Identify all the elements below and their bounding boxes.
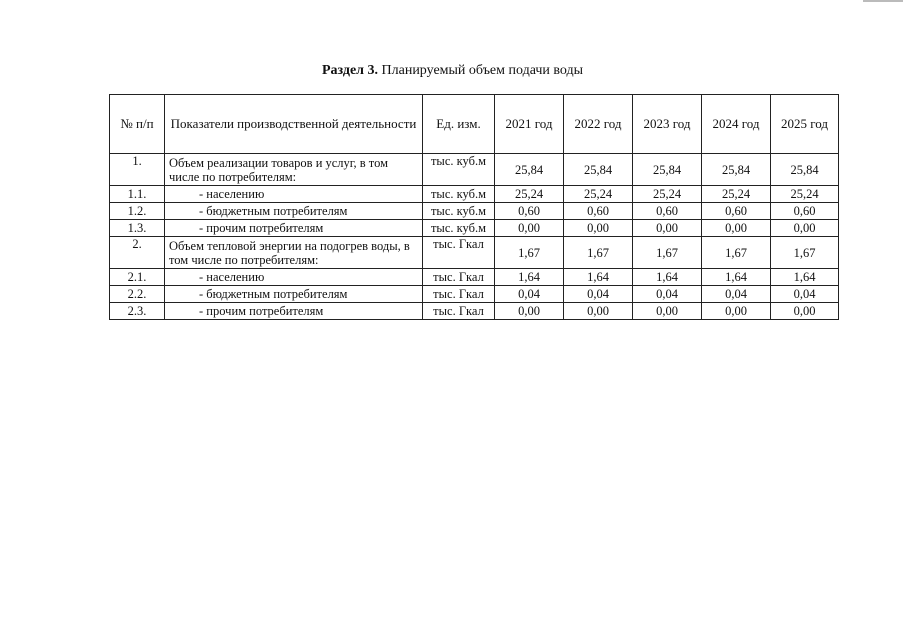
value-cell: 1,64 xyxy=(633,269,702,286)
value-cell: 0,00 xyxy=(771,303,839,320)
value-cell: 0,00 xyxy=(633,220,702,237)
table-row xyxy=(110,220,839,237)
row-number: 2.1. xyxy=(110,269,165,286)
indicator-name: - бюджетным потребителям xyxy=(165,286,423,303)
value-cell: 0,60 xyxy=(564,203,633,220)
row-number: 2. xyxy=(110,237,165,269)
value-cell: 0,04 xyxy=(633,286,702,303)
section-heading: Планируемый объем подачи воды xyxy=(381,63,584,78)
header-row xyxy=(110,95,839,154)
unit-cell: тыс. куб.м xyxy=(423,186,495,203)
value-cell: 25,24 xyxy=(495,186,564,203)
unit-cell: тыс. Гкал xyxy=(423,237,495,269)
section-title xyxy=(0,62,905,80)
row-number: 1. xyxy=(110,154,165,186)
value-cell: 1,67 xyxy=(564,237,633,269)
indicator-name: - населению xyxy=(165,186,423,203)
row-number: 1.1. xyxy=(110,186,165,203)
header-cell: Показатели производственной деятельности xyxy=(165,95,423,154)
value-cell: 0,00 xyxy=(702,220,771,237)
table-row xyxy=(110,154,839,186)
section-number: Раздел 3. xyxy=(321,63,379,78)
value-cell: 1,64 xyxy=(702,269,771,286)
unit-cell: тыс. Гкал xyxy=(423,286,495,303)
unit-cell: тыс. Гкал xyxy=(423,269,495,286)
value-cell: 0,00 xyxy=(702,303,771,320)
value-cell: 0,60 xyxy=(771,203,839,220)
value-cell: 0,04 xyxy=(495,286,564,303)
value-cell: 25,84 xyxy=(702,154,771,186)
value-cell: 1,64 xyxy=(771,269,839,286)
value-cell: 0,60 xyxy=(495,203,564,220)
value-cell: 25,84 xyxy=(633,154,702,186)
scan-edge-mark xyxy=(863,0,903,2)
water-supply-table xyxy=(109,94,839,320)
table-row xyxy=(110,286,839,303)
value-cell: 0,00 xyxy=(564,303,633,320)
value-cell: 0,60 xyxy=(702,203,771,220)
value-cell: 0,00 xyxy=(495,220,564,237)
value-cell: 0,00 xyxy=(771,220,839,237)
indicator-name: - прочим потребителям xyxy=(165,220,423,237)
value-cell: 0,04 xyxy=(564,286,633,303)
row-number: 2.3. xyxy=(110,303,165,320)
value-cell: 0,04 xyxy=(702,286,771,303)
table-row xyxy=(110,269,839,286)
value-cell: 1,67 xyxy=(702,237,771,269)
value-cell: 0,00 xyxy=(495,303,564,320)
table-row xyxy=(110,303,839,320)
value-cell: 25,24 xyxy=(633,186,702,203)
header-cell: № п/п xyxy=(110,95,165,154)
value-cell: 25,24 xyxy=(564,186,633,203)
header-cell: Ед. изм. xyxy=(423,95,495,154)
header-cell: 2022 год xyxy=(564,95,633,154)
value-cell: 25,84 xyxy=(564,154,633,186)
indicator-name: - бюджетным потребителям xyxy=(165,203,423,220)
row-number: 1.2. xyxy=(110,203,165,220)
table-row xyxy=(110,203,839,220)
value-cell: 0,00 xyxy=(564,220,633,237)
value-cell: 1,64 xyxy=(564,269,633,286)
value-cell: 1,64 xyxy=(495,269,564,286)
value-cell: 0,60 xyxy=(633,203,702,220)
value-cell: 1,67 xyxy=(771,237,839,269)
indicator-name: - прочим потребителям xyxy=(165,303,423,320)
value-cell: 0,00 xyxy=(633,303,702,320)
header-cell: 2024 год xyxy=(702,95,771,154)
value-cell: 25,84 xyxy=(771,154,839,186)
unit-cell: тыс. куб.м xyxy=(423,203,495,220)
header-cell: 2023 год xyxy=(633,95,702,154)
table-row xyxy=(110,186,839,203)
value-cell: 0,04 xyxy=(771,286,839,303)
value-cell: 1,67 xyxy=(495,237,564,269)
row-number: 1.3. xyxy=(110,220,165,237)
indicator-name: Объем тепловой энергии на подогрев воды, в том числе по потребителям: xyxy=(165,237,423,269)
value-cell: 1,67 xyxy=(633,237,702,269)
unit-cell: тыс. куб.м xyxy=(423,220,495,237)
unit-cell: тыс. Гкал xyxy=(423,303,495,320)
row-number: 2.2. xyxy=(110,286,165,303)
header-cell: 2025 год xyxy=(771,95,839,154)
value-cell: 25,84 xyxy=(495,154,564,186)
indicator-name: Объем реализации товаров и услуг, в том числе по потребителям: xyxy=(165,154,423,186)
header-cell: 2021 год xyxy=(495,95,564,154)
value-cell: 25,24 xyxy=(702,186,771,203)
value-cell: 25,24 xyxy=(771,186,839,203)
indicator-name: - населению xyxy=(165,269,423,286)
table-row xyxy=(110,237,839,269)
unit-cell: тыс. куб.м xyxy=(423,154,495,186)
